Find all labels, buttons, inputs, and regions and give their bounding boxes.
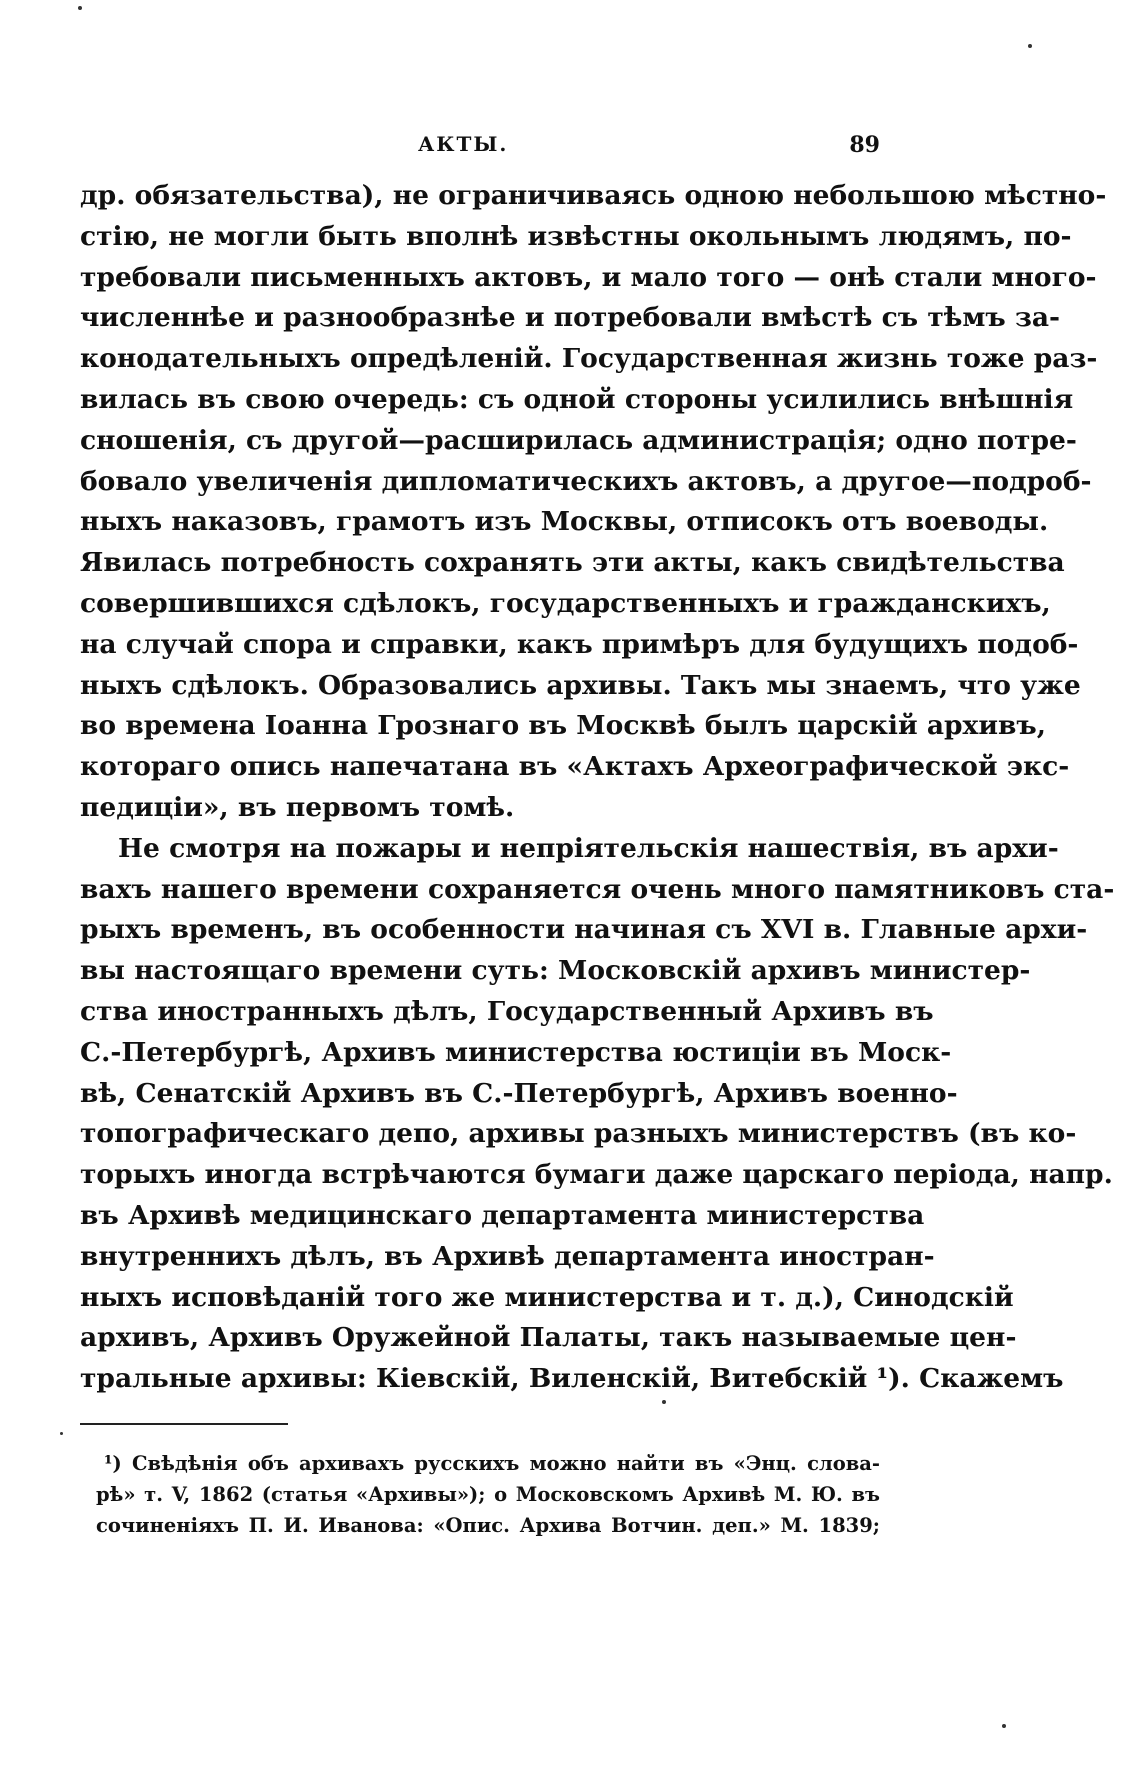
footnote-line: ¹) Свѣдѣнія объ архивахъ русскихъ можно найти въ «Энц. слова-	[104, 1452, 880, 1475]
text-line: бовало увеличенія дипломатическихъ актовъ, а другое—подроб-	[80, 465, 1092, 497]
text-line: топографическаго депо, архивы разныхъ министерствъ (въ ко-	[80, 1118, 1077, 1150]
footnote-line: рѣ» т. V, 1862 (статья «Архивы»); о Московскомъ Архивѣ М. Ю. въ	[96, 1483, 880, 1506]
text-line: вахъ нашего времени сохраняется очень много памятниковъ ста-	[80, 873, 1115, 905]
text-line: котораго опись напечатана въ «Актахъ Археографической экс-	[80, 751, 1070, 783]
text-line: численнѣе и разнообразнѣе и потребовали вмѣстѣ съ тѣмъ за-	[80, 302, 1061, 334]
scan-speck	[78, 6, 82, 10]
text-line: требовали письменныхъ актовъ, и мало того — онѣ стали много-	[80, 261, 1097, 293]
page-number: 89	[849, 132, 880, 158]
text-line: Явилась потребность сохранять эти акты, какъ свидѣтельства	[80, 547, 1065, 579]
text-line: торыхъ иногда встрѣчаются бумаги даже царскаго періода, напр.	[80, 1159, 1113, 1191]
footnotes	[96, 1448, 880, 1541]
text-line: С.-Петербургѣ, Архивъ министерства юстиціи въ Моск-	[80, 1036, 952, 1068]
text-line: ныхъ сдѣлокъ. Образовались архивы. Такъ мы знаемъ, что уже	[80, 669, 1081, 701]
footnote-separator	[80, 1423, 288, 1425]
scan-speck	[1002, 1724, 1006, 1728]
text-line: совершившихся сдѣлокъ, государственныхъ и гражданскихъ,	[80, 587, 1051, 619]
scan-speck	[60, 1432, 63, 1435]
main-text	[80, 176, 1115, 1400]
text-line: внутреннихъ дѣлъ, въ Архивѣ департамента иностран-	[80, 1240, 935, 1272]
text-line: конодательныхъ опредѣленій. Государственная жизнь тоже раз-	[80, 343, 1098, 375]
page-header	[80, 132, 880, 164]
text-line: стію, не могли быть вполнѣ извѣстны окольнымъ людямъ, по-	[80, 220, 1072, 252]
text-line: архивъ, Архивъ Оружейной Палаты, такъ называемые цен-	[80, 1322, 1017, 1354]
text-line: во времена Іоанна Грознаго въ Москвѣ былъ царскій архивъ,	[80, 710, 1046, 742]
text-line: Не смотря на пожары и непріятельскія нашествія, въ архи-	[118, 832, 1059, 864]
text-line: педиціи», въ первомъ томѣ.	[80, 791, 515, 823]
scan-speck	[1028, 44, 1032, 48]
text-line: др. обязательства), не ограничиваясь одною небольшою мѣстно-	[80, 180, 1107, 211]
text-line: ства иностранныхъ дѣлъ, Государственный Архивъ въ	[80, 995, 934, 1027]
text-line: сношенія, съ другой—расширилась администрація; одно потре-	[80, 424, 1077, 456]
text-line: ныхъ исповѣданій того же министерства и т. д.), Синодскій	[80, 1281, 1014, 1313]
text-line: тральные архивы: Кіевскій, Виленскій, Витебскій ¹). Скажемъ	[80, 1363, 1064, 1395]
running-title: АКТЫ.	[418, 132, 509, 156]
text-line: вилась въ свою очередь: съ одной стороны усилились внѣшнія	[80, 383, 1074, 415]
text-line: рыхъ временъ, въ особенности начиная съ XVI в. Главные архи-	[80, 914, 1088, 946]
text-line: вы настоящаго времени суть: Московскій архивъ министер-	[80, 955, 1031, 987]
text-line: вѣ, Сенатскій Архивъ въ С.-Петербургѣ, Архивъ военно-	[80, 1077, 958, 1109]
scan-speck	[662, 1400, 666, 1404]
text-line: ныхъ наказовъ, грамотъ изъ Москвы, отписокъ отъ воеводы.	[80, 506, 1049, 538]
text-line: на случай спора и справки, какъ примѣръ для будущихъ подоб-	[80, 628, 1079, 660]
footnote-line: сочиненіяхъ П. И. Иванова: «Опис. Архива Вотчин. деп.» М. 1839;	[96, 1514, 880, 1537]
text-line: въ Архивѣ медицинскаго департамента министерства	[80, 1199, 925, 1231]
